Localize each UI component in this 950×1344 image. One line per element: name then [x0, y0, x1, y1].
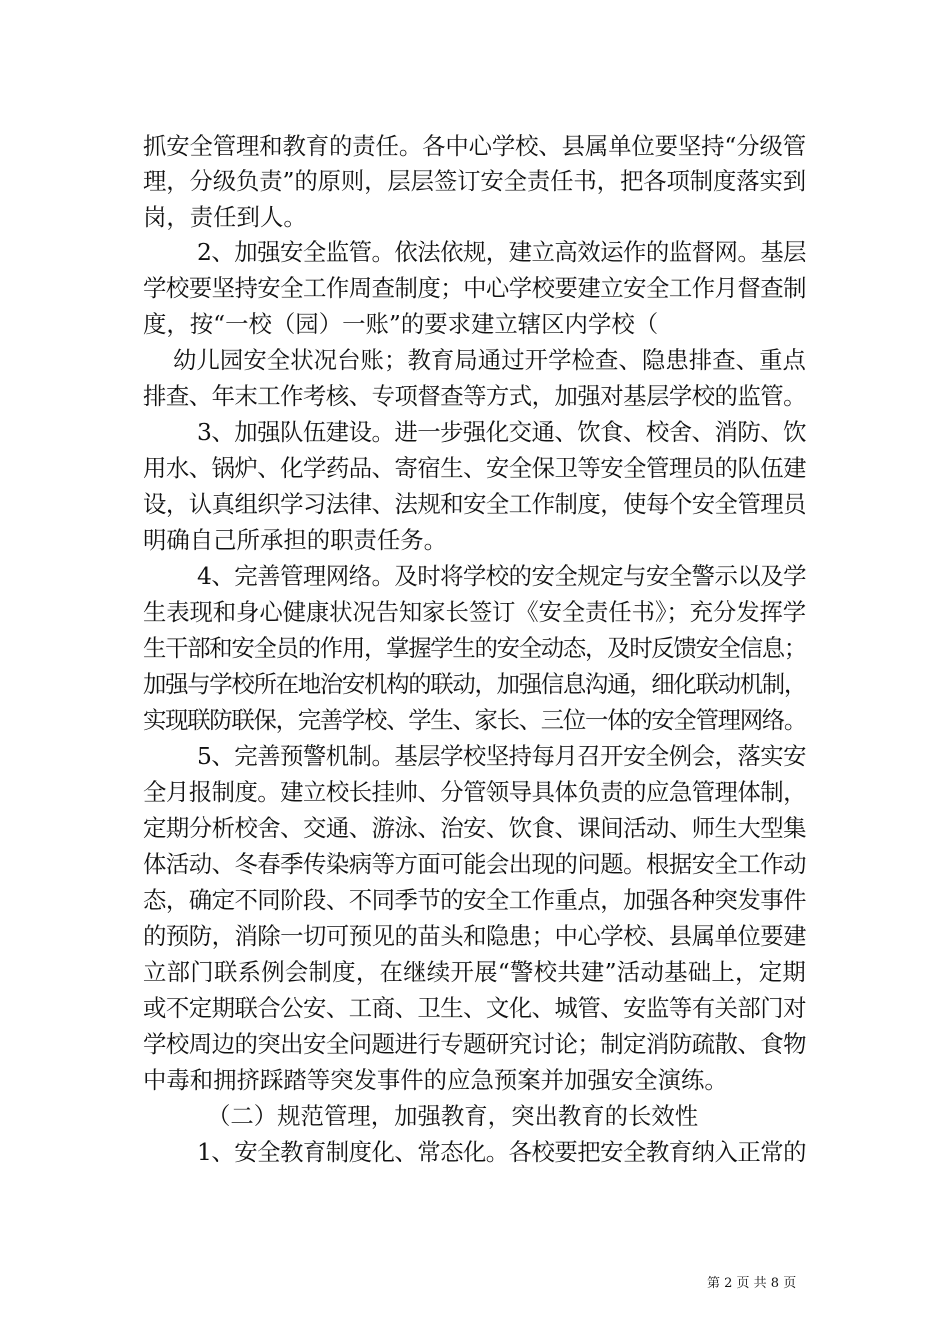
text-line: 或不定期联合公安、工商、卫生、文化、城管、安监等有关部门对 [143, 994, 806, 1022]
text-line: 生表现和身心健康状况告知家长签订《安全责任书》；充分发挥学 [143, 598, 806, 626]
text-line: 2、加强安全监管。依法依规，建立高效运作的监督网。基层 [197, 238, 806, 266]
text-line: 4、完善管理网络。及时将学校的安全规定与安全警示以及学 [197, 562, 806, 590]
text-line: 度，按“一校（园）一账”的要求建立辖区内学校（ [143, 310, 659, 338]
text-line: （二）规范管理，加强教育，突出教育的长效性 [207, 1102, 699, 1130]
text-line: 5、完善预警机制。基层学校坚持每月召开安全例会，落实安 [197, 742, 806, 770]
text-line: 学校要坚持安全工作周查制度；中心学校要建立安全工作月督查制 [143, 274, 806, 302]
text-line: 理，分级负责”的原则，层层签订安全责任书，把各项制度落实到 [143, 167, 806, 195]
text-line: 岗，责任到人。 [143, 203, 307, 231]
text-line: 的预防，消除一切可预见的苗头和隐患；中心学校、县属单位要建 [143, 922, 806, 950]
page-number: 第 2 页 共 8 页 [707, 1276, 797, 1291]
text-line: 用水、锅炉、化学药品、寄宿生、安全保卫等安全管理员的队伍建 [143, 454, 806, 482]
text-line: 全月报制度。建立校长挂帅、分管领导具体负责的应急管理体制， [143, 778, 806, 806]
text-line: 立部门联系例会制度，在继续开展“警校共建”活动基础上，定期 [143, 958, 806, 986]
text-line: 态，确定不同阶段、不同季节的安全工作重点，加强各种突发事件 [143, 886, 806, 914]
text-line: 体活动、冬春季传染病等方面可能会出现的问题。根据安全工作动 [143, 850, 806, 878]
text-line: 3、加强队伍建设。进一步强化交通、饮食、校舍、消防、饮 [197, 418, 806, 446]
text-line: 实现联防联保，完善学校、学生、家长、三位一体的安全管理网络。 [143, 706, 806, 734]
text-line: 排查、年末工作考核、专项督查等方式，加强对基层学校的监管。 [143, 382, 806, 410]
text-line: 明确自己所承担的职责任务。 [143, 526, 448, 554]
text-line: 1、安全教育制度化、常态化。各校要把安全教育纳入正常的 [197, 1138, 806, 1166]
text-line: 加强与学校所在地治安机构的联动，加强信息沟通，细化联动机制， [143, 670, 806, 698]
text-line: 设，认真组织学习法律、法规和安全工作制度，使每个安全管理员 [143, 490, 806, 518]
text-line: 抓安全管理和教育的责任。各中心学校、县属单位要坚持“分级管 [143, 132, 806, 160]
text-line: 幼儿园安全状况台账；教育局通过开学检查、隐患排查、重点 [173, 346, 806, 374]
text-line: 学校周边的突出安全问题进行专题研究讨论；制定消防疏散、食物 [143, 1030, 806, 1058]
text-line: 生干部和安全员的作用，掌握学生的安全动态，及时反馈安全信息； [143, 634, 806, 662]
text-line: 定期分析校舍、交通、游泳、治安、饮食、课间活动、师生大型集 [143, 814, 806, 842]
text-line: 中毒和拥挤踩踏等突发事件的应急预案并加强安全演练。 [143, 1066, 728, 1094]
